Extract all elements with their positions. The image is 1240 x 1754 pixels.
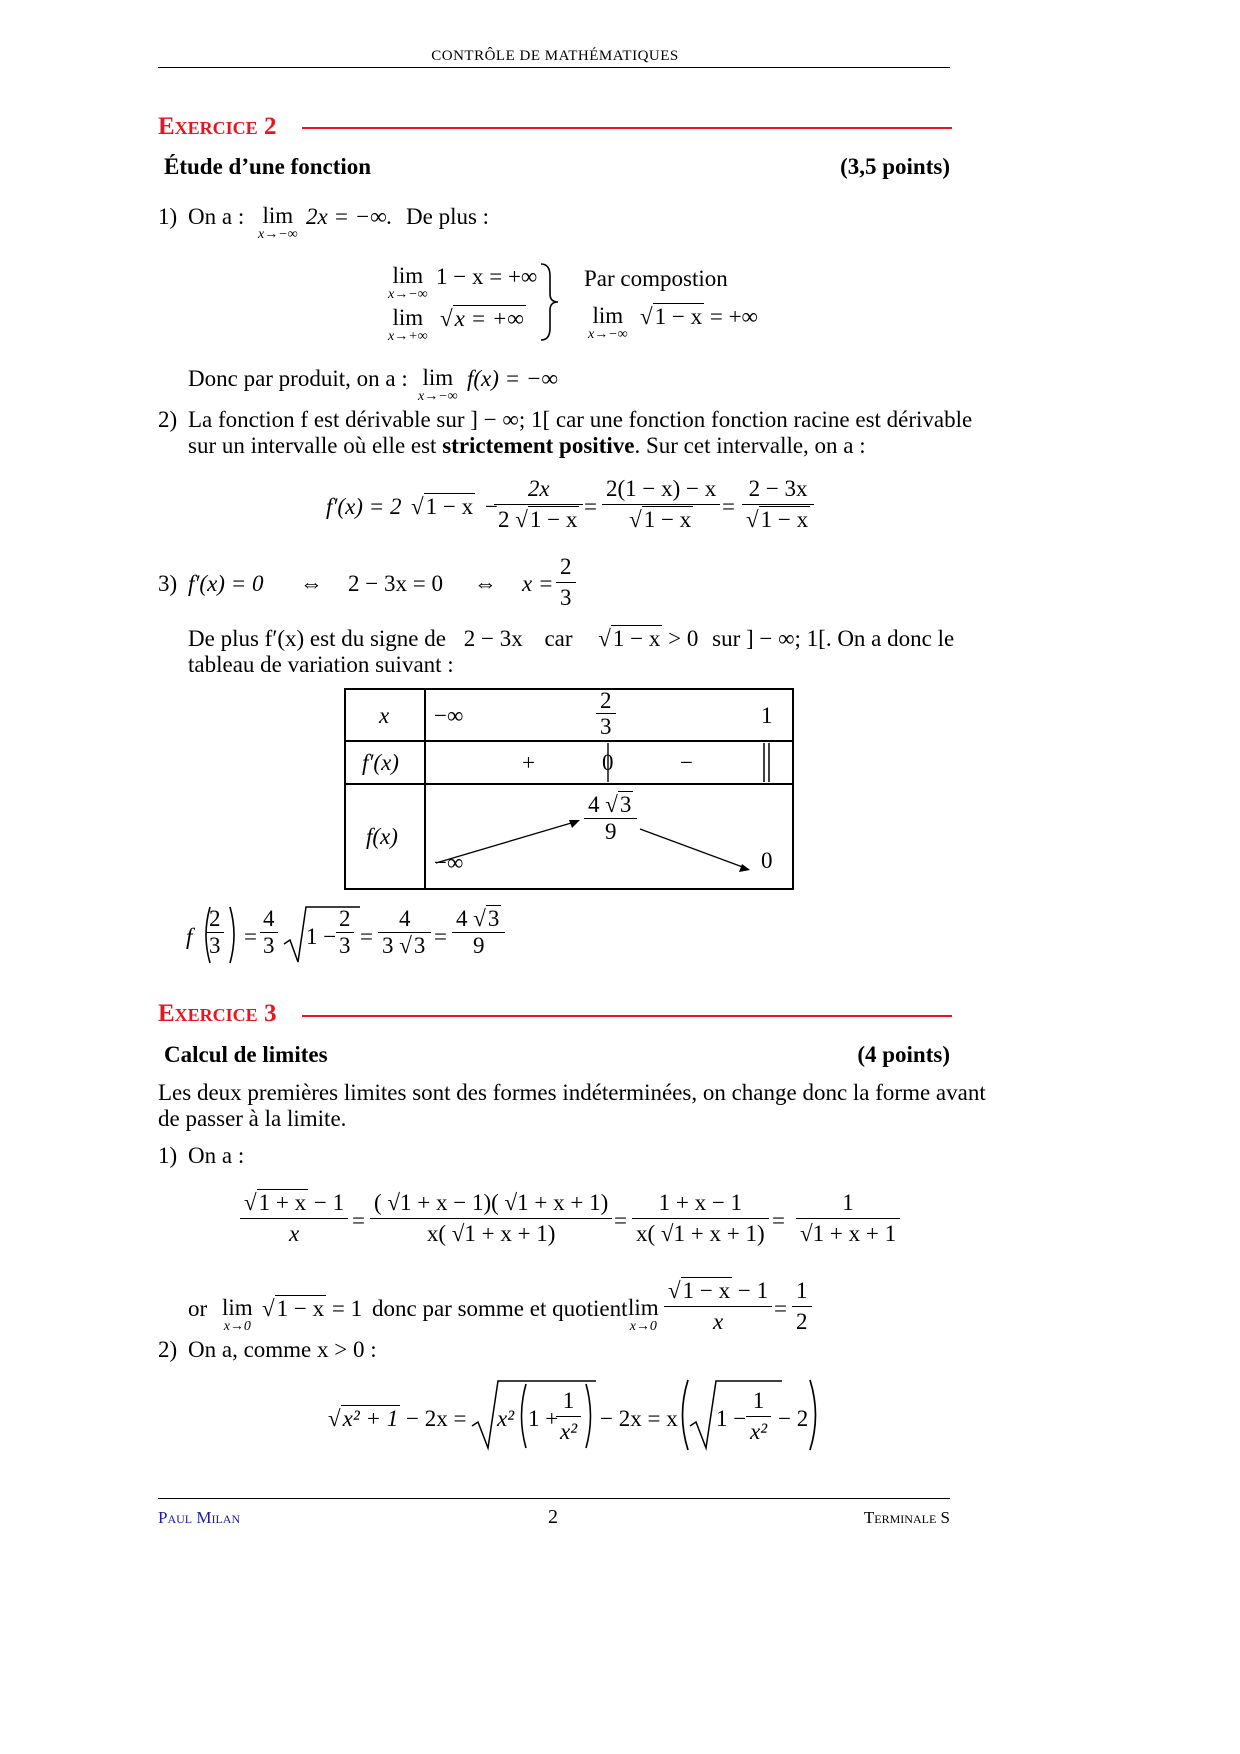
numerator: 2 − 3x [742, 474, 814, 505]
exercise-2-heading: Exercice 2 [158, 113, 277, 140]
lim-word: lim [592, 303, 624, 328]
header-title: CONTRÔLE DE MATHÉMATIQUES [431, 48, 679, 64]
q1-expr-4: √1 − x = +∞ [640, 304, 758, 329]
tail: = +∞ [709, 304, 758, 329]
q1-limit-2 [388, 264, 428, 302]
equals: = [584, 494, 597, 519]
x-right: 1 [761, 703, 773, 728]
numerator: 4 √3 [584, 792, 637, 819]
q1-expr-3: √x = +∞ [440, 306, 524, 331]
x-middle [596, 688, 616, 739]
denominator: 3 [209, 933, 221, 958]
row-label-fprime: f′(x) [362, 750, 399, 775]
q1-limit-5 [418, 366, 458, 404]
numerator: 2 [336, 906, 354, 933]
increase-arrowhead [569, 820, 580, 828]
equals: = [772, 1208, 785, 1233]
numerator: 2 [556, 552, 576, 583]
ex3-q2-lhs: √x² + 1 − 2x = [328, 1406, 467, 1431]
f-left: −∞ [434, 850, 464, 875]
denominator: √1 + x + 1 [800, 1221, 897, 1246]
row-label-f: f(x) [366, 824, 398, 849]
variation-table-grid [344, 688, 794, 890]
right-brace [538, 262, 560, 342]
q3-line-1b: 2 − 3x [463, 626, 523, 651]
exercise-2-subtitle: Étude d’une fonction [164, 154, 372, 179]
denominator: √1 − x [746, 507, 809, 532]
q2-rad: √1 − x [411, 494, 474, 519]
iff-symbol: ⇔ [474, 571, 497, 596]
ex3-frac-4 [796, 1188, 900, 1249]
right-paren [228, 905, 240, 965]
lim-word: lim [628, 1295, 659, 1320]
denominator: 3 [560, 585, 572, 610]
q2-line-2c: . Sur cet intervalle, on a : [634, 433, 866, 458]
calc-one-minus: 1 − [306, 924, 337, 949]
left-paren [516, 1382, 528, 1450]
exercise-3-rule [302, 1015, 952, 1017]
right-paren [808, 1378, 822, 1452]
q1-expr-5: f(x) = −∞ [467, 366, 558, 391]
q1-compo: Par compostion [584, 266, 728, 291]
q1-intro: On a : [188, 204, 245, 229]
lim-word: lim [392, 263, 424, 288]
q2-frac-1 [494, 474, 583, 535]
iff-symbol: ⇔ [300, 571, 323, 596]
q1-expr-2: 1 − x = +∞ [436, 264, 538, 289]
q2-frac-2 [602, 474, 720, 535]
lim-sub: x→0 [629, 1319, 657, 1334]
ex3-q2-frac-mid [556, 1386, 581, 1447]
q2-line-2 [188, 433, 866, 459]
denominator: 3 √3 [382, 933, 426, 958]
lim-sub: x→−∞ [388, 287, 428, 302]
numerator: 4 √3 [452, 906, 505, 933]
maximum-value [584, 792, 637, 845]
ex3-limit-2 [628, 1296, 659, 1334]
q2-line-2a: sur un intervalle où elle est [188, 433, 437, 458]
denominator: √1 − x [629, 507, 692, 532]
ex3-q2-one-plus: 1 + [528, 1406, 559, 1431]
q1-expr-1: 2x = −∞. [306, 204, 393, 229]
numerator: 1 [792, 1276, 812, 1307]
ex3-q1-number: 1) [158, 1143, 178, 1168]
denominator: x [712, 1309, 724, 1334]
exercise-3-points: (4 points) [857, 1042, 950, 1067]
ex3-intro-line-2: de passer à la limite. [158, 1106, 347, 1131]
q2-fprime: f′(x) = 2 [326, 494, 402, 519]
equals: = [352, 1208, 365, 1233]
ex3-frac-g [664, 1276, 772, 1337]
numerator: 1 [796, 1188, 900, 1219]
denominator: 2 [796, 1309, 808, 1334]
footer-page-number: 2 [548, 1506, 558, 1528]
lim-sub: x→0 [223, 1319, 251, 1334]
q3-line-1c: car [544, 626, 573, 651]
q2-frac-3 [742, 474, 814, 535]
denominator: 3 [600, 714, 612, 739]
numerator: √1 + x − 1 [240, 1188, 348, 1219]
lim-sub: x→+∞ [388, 329, 428, 344]
ex3-intro-line-1: Les deux premières limites sont des formes indéterminées, on change donc la forme avant [158, 1080, 986, 1105]
denominator: 9 [472, 933, 485, 958]
numerator: 1 + x − 1 [632, 1188, 769, 1219]
numerator: 2 [206, 906, 224, 933]
equals: = [244, 924, 257, 949]
footer-rule [158, 1498, 950, 1499]
numerator: ( √1 + x − 1)( √1 + x + 1) [370, 1188, 612, 1219]
exercise-3-heading: Exercice 3 [158, 1000, 277, 1027]
row-label-x: x [379, 703, 390, 728]
right-paren [584, 1382, 596, 1450]
lim-word: lim [222, 1295, 253, 1320]
sign-minus: − [680, 750, 693, 775]
denominator: x [288, 1221, 300, 1246]
denominator: x² [560, 1419, 578, 1444]
q3-line-1: De plus f′(x) est du signe de 2 − 3x car √1 − x > 0 sur ] − ∞; 1[. On a donc le [188, 626, 955, 651]
equals: = [774, 1296, 787, 1321]
equals: = [434, 924, 447, 949]
f-right: 0 [761, 848, 773, 873]
footer-author: Paul Milan [158, 1508, 241, 1527]
ex3-q2-intro: On a, comme x > 0 : [188, 1337, 377, 1362]
q2-number: 2) [158, 407, 178, 432]
q2-line-2b: strictement positive [442, 433, 635, 458]
q1-number: 1) [158, 204, 178, 229]
q1-limit-1 [258, 204, 298, 242]
sign-zero: 0 [602, 750, 614, 775]
q3-line-1d: 1 − x [612, 626, 661, 651]
q2-line-1: La fonction f est dérivable sur ] − ∞; 1[ car une fonction fonction racine est dérivable [188, 407, 973, 432]
numerator: 4 [260, 906, 278, 933]
calc-frac-b [260, 906, 278, 959]
x-left: −∞ [434, 703, 464, 728]
equals: = [614, 1208, 627, 1233]
calc-frac-a [206, 906, 224, 959]
ex3-q2-rhs-tail: − 2 [778, 1406, 809, 1431]
q1-donc: Donc par produit, on a : [188, 366, 408, 391]
radicand: 1 − x [654, 304, 703, 329]
numerator: 2 [596, 688, 616, 714]
footer-level: Terminale S [863, 1508, 950, 1527]
ex3-result [792, 1276, 812, 1337]
calc-frac-d [378, 906, 431, 959]
q3-line-1e: > 0 [668, 626, 699, 651]
q3-number: 3) [158, 571, 178, 596]
lim-sub: x→−∞ [418, 389, 458, 404]
q1-limit-4 [588, 304, 628, 342]
exercise-2-rule [302, 127, 952, 129]
q3-line-1a: De plus f′(x) est du signe de [188, 626, 446, 651]
denominator: x² [750, 1419, 768, 1444]
q3-frac [556, 552, 576, 613]
denominator: x( √1 + x + 1) [426, 1221, 556, 1246]
ex3-frac-2 [370, 1188, 612, 1249]
numerator: 2x [494, 474, 583, 505]
q3-eq-2: 2 − 3x = 0 [348, 571, 443, 596]
ex3-frac-3 [632, 1188, 769, 1249]
lim-word: lim [392, 305, 424, 330]
numerator: 4 [378, 906, 431, 933]
ex3-q1-intro: On a : [188, 1143, 245, 1168]
denominator: 9 [604, 819, 617, 844]
sign-plus: + [522, 750, 535, 775]
q1-limit-3 [388, 306, 428, 344]
numerator: √1 − x − 1 [664, 1276, 772, 1307]
denominator: 2 √1 − x [498, 507, 578, 532]
ex3-rad: √1 − x = 1 [262, 1296, 363, 1321]
denominator: x( √1 + x + 1) [636, 1221, 765, 1246]
decrease-arrow [640, 829, 748, 869]
numerator: 1 [746, 1386, 771, 1417]
ex3-donc: donc par somme et quotient [372, 1296, 628, 1321]
denominator: 3 [339, 933, 351, 958]
exercise-3-subtitle: Calcul de limites [164, 1042, 328, 1067]
ex3-or: or [188, 1296, 208, 1321]
lim-word: lim [262, 203, 294, 228]
q2-minus: − [485, 494, 498, 519]
header-rule [158, 67, 950, 68]
q3-line-2: tableau de variation suivant : [188, 652, 454, 677]
lim-sub: x→−∞ [258, 227, 298, 242]
q1-deplus: De plus : [406, 204, 490, 229]
ex3-limit-1 [222, 1296, 253, 1334]
q3-eq-1: f′(x) = 0 [188, 571, 264, 596]
ex3-q2-mid-tail: − 2x = x [600, 1406, 678, 1431]
ex3-q2-frac-rhs [746, 1386, 771, 1447]
calc-frac-c [336, 906, 354, 959]
ex3-q2-x2: x² [497, 1406, 515, 1431]
decrease-arrowhead [739, 864, 750, 872]
equals: = [722, 494, 735, 519]
radicand: 1 − x [425, 494, 474, 519]
numerator: 1 [556, 1386, 581, 1417]
denominator: 3 [263, 933, 275, 958]
q3-eq-3: x = [522, 571, 554, 596]
equals: = [360, 924, 373, 949]
calc-f: f [186, 924, 193, 949]
exercise-2-points: (3,5 points) [840, 154, 950, 179]
q3-line-1f: sur ] − ∞; 1[. On a donc le [712, 626, 955, 651]
ex3-q2-number: 2) [158, 1337, 178, 1362]
ex3-frac-1 [240, 1188, 348, 1249]
radicand: x = +∞ [454, 306, 524, 331]
calc-frac-e [452, 906, 505, 959]
lim-word: lim [422, 365, 454, 390]
numerator: 2(1 − x) − x [602, 474, 720, 505]
ex3-q2-one-minus: 1 − [716, 1406, 747, 1431]
variation-table [344, 688, 794, 890]
lim-sub: x→−∞ [588, 327, 628, 342]
